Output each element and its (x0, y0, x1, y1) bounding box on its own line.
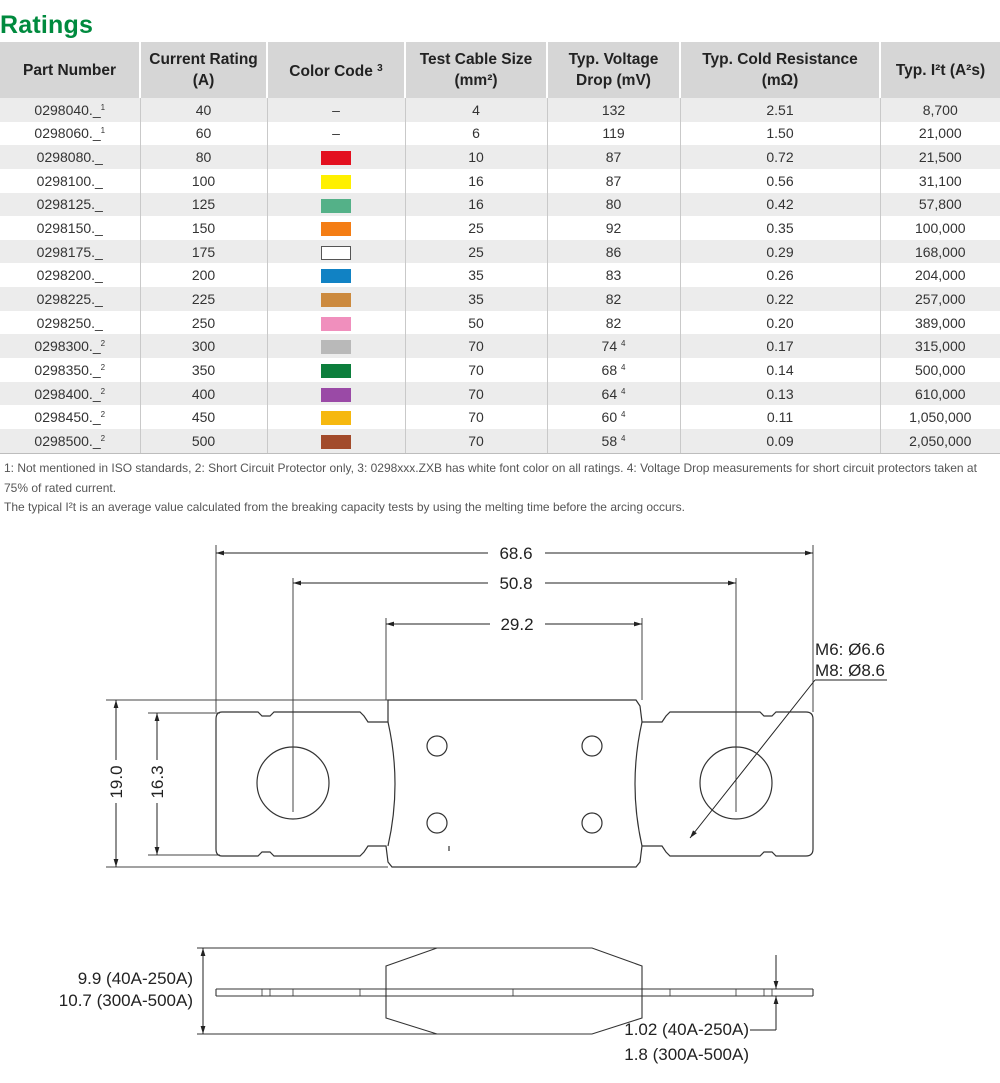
cell-part-number: 0298350._$^2$ (0, 358, 140, 382)
cell-current-rating: 150 (140, 216, 267, 240)
cell-cable-size: 16 (405, 169, 547, 193)
col-test-cable-size: Test Cable Size (mm²) (405, 42, 547, 98)
cell-i2t: 610,000 (880, 382, 1000, 406)
dim-body-thickness-low: 9.9 (40A-250A) (77, 969, 193, 988)
cell-cable-size: 4 (405, 98, 547, 122)
cell-current-rating: 450 (140, 405, 267, 429)
cell-i2t: 21,500 (880, 145, 1000, 169)
cell-part-number: 0298500._$^2$ (0, 429, 140, 453)
dim-hole-m6: M6: Ø6.6 (815, 640, 885, 659)
cell-current-rating: 80 (140, 145, 267, 169)
cell-part-number: 0298400._$^2$ (0, 382, 140, 406)
cell-i2t: 1,050,000 (880, 405, 1000, 429)
cell-part-number: 0298100._ (0, 169, 140, 193)
cell-voltage-drop: 87 (547, 169, 680, 193)
cell-part-number: 0298175._ (0, 240, 140, 264)
col-current-rating: Current Rating (A) (140, 42, 267, 98)
dimension-lines (116, 553, 813, 867)
footnote-line: 1: Not mentioned in ISO standards, 2: Short Circuit Protector only, 3: 0298xxx.ZXB has white font color on all ratings. 4: Voltage Drop measurements for short circuit protectors taken at 75% of rated current. (4, 461, 977, 495)
cell-current-rating: 500 (140, 429, 267, 453)
cell-cable-size: 25 (405, 240, 547, 264)
col-cold-resistance: Typ. Cold Resistance (mΩ) (680, 42, 880, 98)
cell-part-number: 0298225._ (0, 287, 140, 311)
cell-current-rating: 125 (140, 193, 267, 217)
cell-i2t: 389,000 (880, 311, 1000, 335)
cell-cable-size: 70 (405, 358, 547, 382)
cell-voltage-drop: 80 (547, 193, 680, 217)
cell-voltage-drop: 87 (547, 145, 680, 169)
cell-cold-resistance: 0.22 (680, 287, 880, 311)
cell-current-rating: 100 (140, 169, 267, 193)
section-title: Ratings (0, 11, 94, 39)
cell-cable-size: 70 (405, 382, 547, 406)
cell-current-rating: 350 (140, 358, 267, 382)
cell-cold-resistance: 0.20 (680, 311, 880, 335)
cell-i2t: 257,000 (880, 287, 1000, 311)
cell-part-number: 0298200._ (0, 263, 140, 287)
cell-i2t: 8,700 (880, 98, 1000, 122)
dim-hole-m8: M8: Ø8.6 (815, 661, 885, 680)
cell-cold-resistance: 0.72 (680, 145, 880, 169)
color-code-text: – (332, 101, 340, 118)
cell-current-rating: 60 (140, 122, 267, 146)
cell-i2t: 315,000 (880, 334, 1000, 358)
cell-cold-resistance: 0.09 (680, 429, 880, 453)
cell-voltage-drop: 58 $^4$ (547, 429, 680, 453)
cell-cable-size: 70 (405, 334, 547, 358)
col-voltage-drop: Typ. Voltage Drop (mV) (547, 42, 680, 98)
dim-body-length: 29.2 (500, 615, 534, 634)
fuse-top-view (216, 700, 813, 867)
dim-hole-spacing: 50.8 (499, 574, 533, 593)
dim-overall-length: 68.6 (499, 544, 533, 563)
cell-current-rating: 225 (140, 287, 267, 311)
cell-i2t: 31,100 (880, 169, 1000, 193)
cell-part-number: 0298150._ (0, 216, 140, 240)
col-part-number: Part Number (0, 42, 140, 98)
cell-voltage-drop: 60 $^4$ (547, 405, 680, 429)
cell-cable-size: 25 (405, 216, 547, 240)
cell-cold-resistance: 0.17 (680, 334, 880, 358)
cell-part-number: 0298450._$^2$ (0, 405, 140, 429)
cell-i2t: 168,000 (880, 240, 1000, 264)
cell-part-number: 0298125._ (0, 193, 140, 217)
cell-cable-size: 70 (405, 429, 547, 453)
dim-overall-width: 19.0 (107, 765, 126, 799)
cell-voltage-drop: 132 (547, 98, 680, 122)
cell-cable-size: 10 (405, 145, 547, 169)
col-i2t: Typ. I²t (A²s) (880, 42, 1000, 98)
cell-part-number: 0298060._$^1$ (0, 122, 140, 146)
cell-cold-resistance: 0.56 (680, 169, 880, 193)
cell-part-number: 0298040._$^1$ (0, 98, 140, 122)
dim-tab-thickness-high: 1.8 (300A-500A) (624, 1045, 749, 1064)
cell-i2t: 2,050,000 (880, 429, 1000, 453)
cell-cold-resistance: 0.26 (680, 263, 880, 287)
cell-cable-size: 50 (405, 311, 547, 335)
dim-tab-width: 16.3 (148, 765, 167, 799)
cell-cold-resistance: 0.11 (680, 405, 880, 429)
cell-i2t: 21,000 (880, 122, 1000, 146)
cell-voltage-drop: 68 $^4$ (547, 358, 680, 382)
cell-part-number: 0298300._$^2$ (0, 334, 140, 358)
footnote-line: The typical I²t is an average value calculated from the breaking capacity tests by using the melting time before the arcing occurs. (4, 500, 686, 514)
cell-cold-resistance: 0.13 (680, 382, 880, 406)
col-color-code: Color Code $^3$ (267, 42, 405, 98)
cell-voltage-drop: 83 (547, 263, 680, 287)
cell-voltage-drop: 64 $^4$ (547, 382, 680, 406)
dim-tab-thickness-low: 1.02 (40A-250A) (624, 1020, 749, 1039)
cell-voltage-drop: 82 (547, 287, 680, 311)
cell-current-rating: 250 (140, 311, 267, 335)
cell-cold-resistance: 0.35 (680, 216, 880, 240)
cell-voltage-drop: 82 (547, 311, 680, 335)
cell-voltage-drop: 92 (547, 216, 680, 240)
color-code-text: – (332, 125, 340, 142)
cell-i2t: 500,000 (880, 358, 1000, 382)
cell-voltage-drop: 119 (547, 122, 680, 146)
cell-voltage-drop: 86 (547, 240, 680, 264)
cell-i2t: 100,000 (880, 216, 1000, 240)
cell-current-rating: 175 (140, 240, 267, 264)
cell-cold-resistance: 0.14 (680, 358, 880, 382)
cell-cable-size: 6 (405, 122, 547, 146)
cell-current-rating: 200 (140, 263, 267, 287)
cell-cold-resistance: 1.50 (680, 122, 880, 146)
cell-part-number: 0298080._ (0, 145, 140, 169)
cell-cable-size: 35 (405, 287, 547, 311)
dim-body-thickness-high: 10.7 (300A-500A) (58, 991, 193, 1010)
cell-current-rating: 40 (140, 98, 267, 122)
cell-i2t: 204,000 (880, 263, 1000, 287)
cell-voltage-drop: 74 $^4$ (547, 334, 680, 358)
cell-cable-size: 70 (405, 405, 547, 429)
cell-cold-resistance: 2.51 (680, 98, 880, 122)
cell-i2t: 57,800 (880, 193, 1000, 217)
cell-cable-size: 35 (405, 263, 547, 287)
cell-current-rating: 400 (140, 382, 267, 406)
cell-part-number: 0298250._ (0, 311, 140, 335)
cell-cable-size: 16 (405, 193, 547, 217)
cell-cold-resistance: 0.42 (680, 193, 880, 217)
cell-current-rating: 300 (140, 334, 267, 358)
cell-cold-resistance: 0.29 (680, 240, 880, 264)
